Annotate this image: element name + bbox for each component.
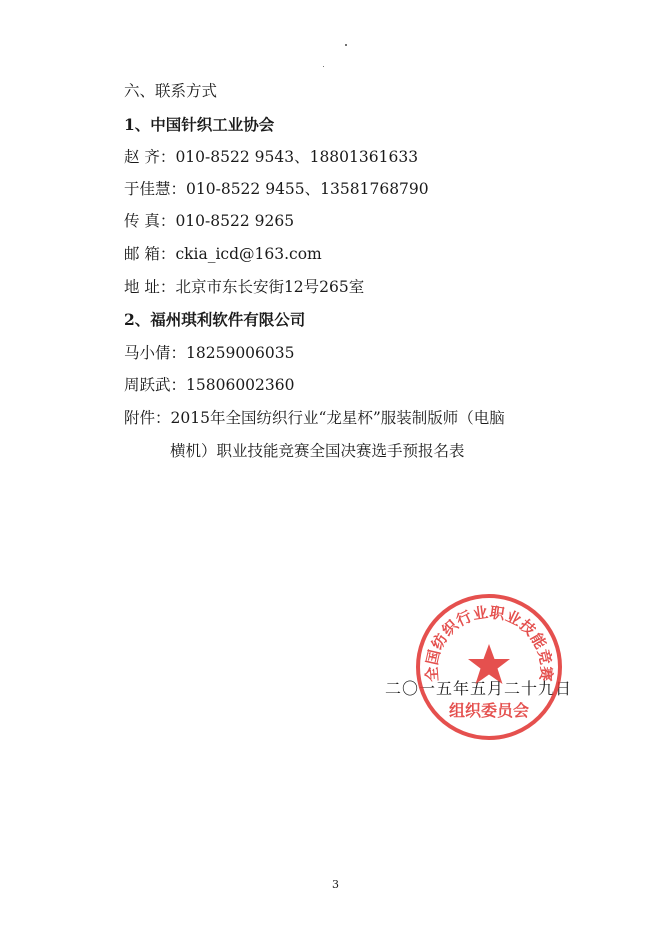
contact-label: 赵 齐： — [124, 148, 176, 166]
contact-label: 于佳慧： — [124, 180, 187, 198]
seal-arc-text: 全国纺织行业职业技能竞赛 — [422, 603, 556, 683]
attachment-line — [124, 407, 505, 429]
seal-star-icon — [468, 644, 510, 684]
contact-row — [124, 276, 364, 298]
contact-label: 邮 箱： — [124, 245, 176, 263]
contact-value: 010-8522 9265 — [175, 212, 295, 230]
contact-value: ckia_icd@163.com — [175, 245, 322, 263]
contact-row — [124, 374, 295, 396]
attachment-title: 2015年全国纺织行业“龙星杯”服装制版师（电脑 — [170, 409, 505, 427]
contact-label: 地 址： — [124, 278, 176, 296]
contact-row — [124, 210, 294, 232]
attachment-title-continued: 横机）职业技能竞赛全国决赛选手预报名表 — [170, 442, 465, 460]
contact-label: 周跃武： — [124, 376, 187, 394]
official-seal — [414, 592, 564, 742]
contact-value: 北京市东长安街12号265室 — [175, 278, 365, 296]
contact-label: 传 真： — [124, 212, 176, 230]
contact-row — [124, 243, 322, 265]
contact-row — [124, 146, 418, 168]
org2-heading: 2、福州琪利软件有限公司 — [124, 310, 306, 329]
document-date: 二〇一五年五月二十九日 — [385, 679, 573, 698]
contact-value: 010-8522 9455、13581768790 — [186, 180, 429, 198]
seal-bottom-text: 组织委员会 — [448, 701, 530, 720]
contact-value: 18259006035 — [186, 344, 295, 362]
attachment-label: 附件： — [124, 409, 171, 427]
contact-row — [124, 178, 429, 200]
page-number: 3 — [332, 878, 339, 891]
contact-value: 010-8522 9543、18801361633 — [175, 148, 419, 166]
org1-heading: 1、中国针织工业协会 — [124, 115, 275, 134]
contact-label: 马小倩： — [124, 344, 187, 362]
scan-speck — [323, 66, 324, 67]
contact-row — [124, 342, 295, 364]
section-heading: 六、联系方式 — [124, 82, 218, 100]
contact-value: 15806002360 — [186, 376, 295, 394]
scan-speck — [345, 44, 347, 46]
